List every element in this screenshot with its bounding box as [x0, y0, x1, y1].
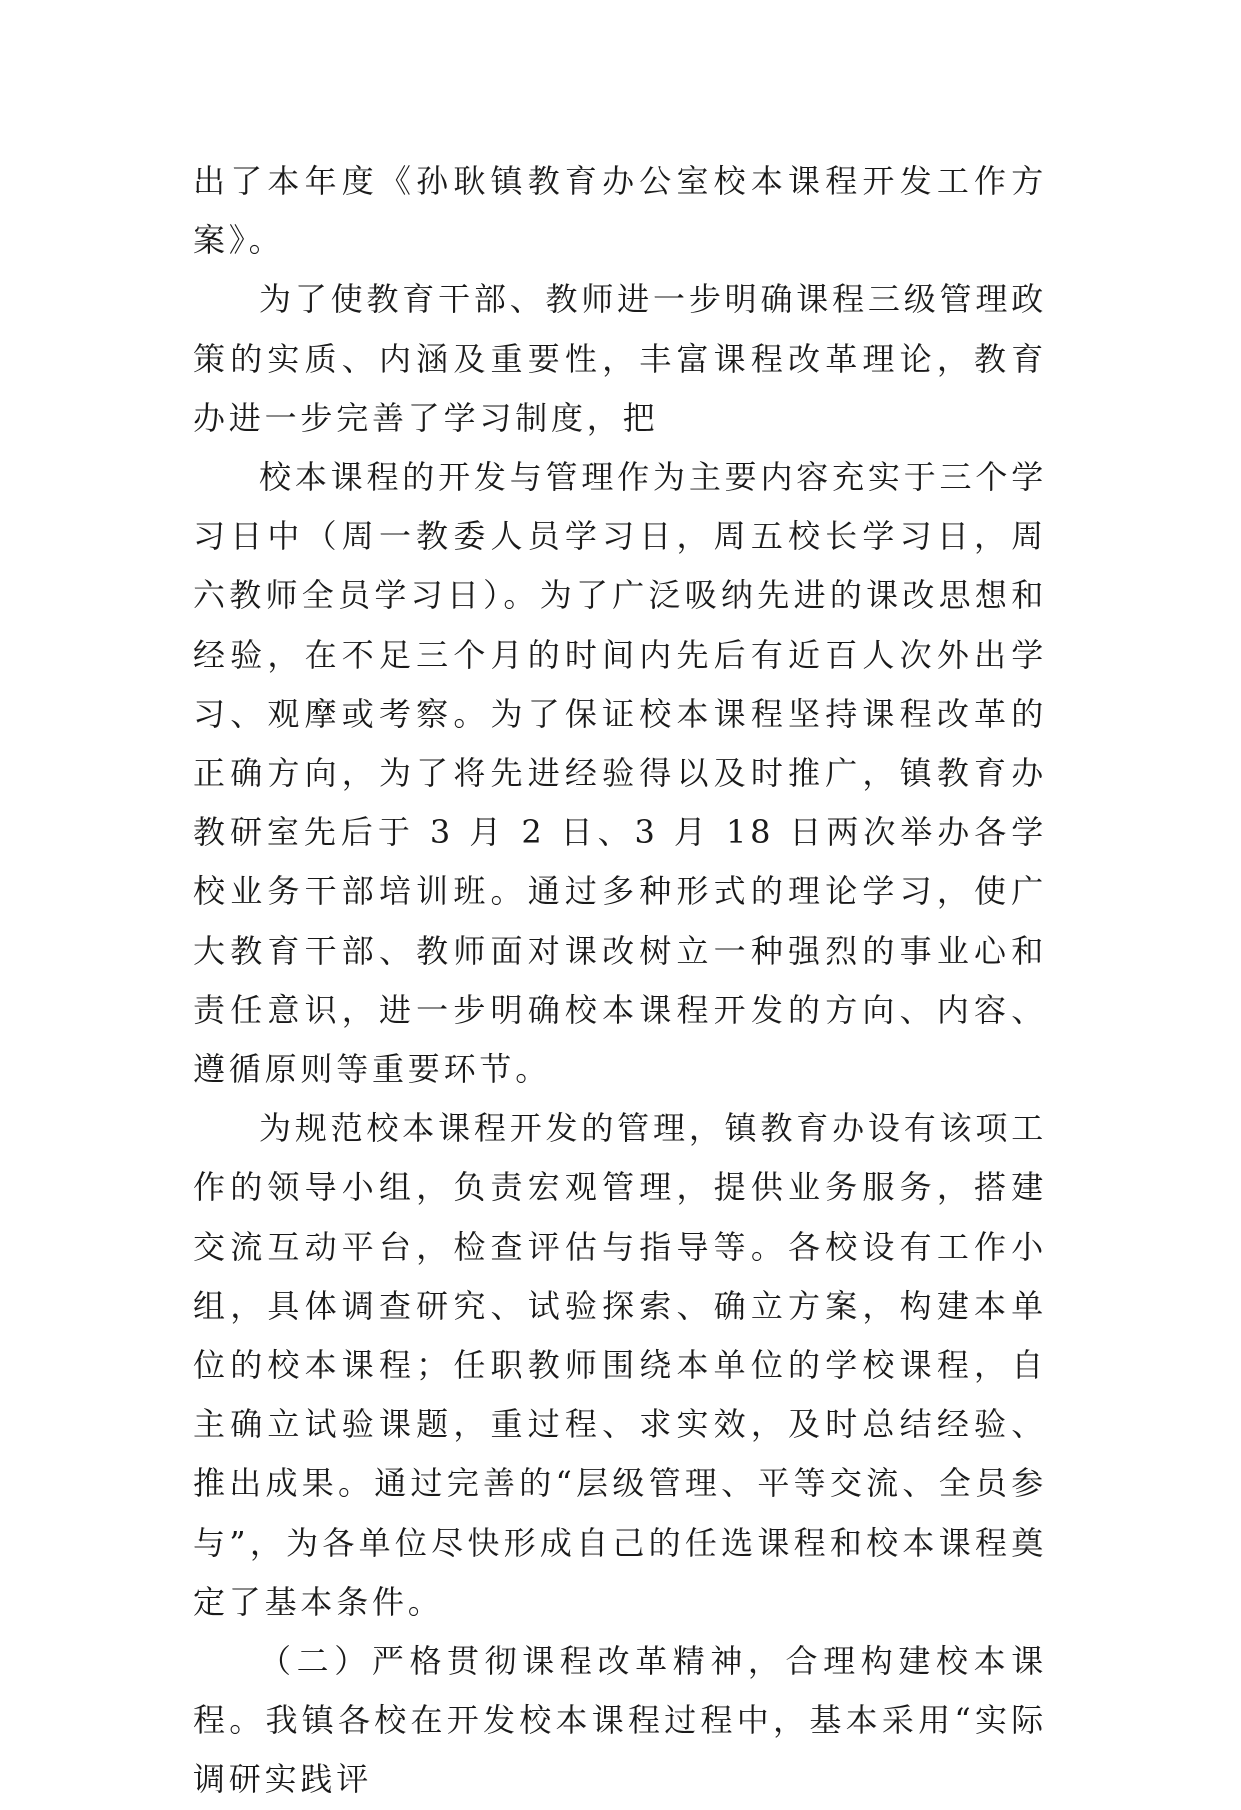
paragraph-3: 校本课程的开发与管理作为主要内容充实于三个学习日中（周一教委人员学习日，周五校长学习日，周六教师全员学习日）。为了广泛吸纳先进的课改思想和经验，在不足三个月的时间内先后有近百人次外出学习、观摩或考察。为了保证校本课程坚持课程改革的正确方向，为了将先进经验得以及时推广，镇教育办教研室先后于 3 月 2 日、3 月 18 日两次举办各学校业务干部培训班。通过多种形式的理论学习，使广大教育干部、教师面对课改树立一种强烈的事业心和责任意识，进一步明确校本课程开发的方向、内容、遵循原则等重要环节。	[193, 458, 1047, 1089]
paragraph-5: （二）严格贯彻课程改革精神，合理构建校本课程。我镇各校在开发校本课程过程中，基本采用“实际调研实践评	[193, 1642, 1047, 1799]
paragraph-1: 出了本年度《孙耿镇教育办公室校本课程开发工作方案》。	[193, 162, 1047, 260]
document-page	[193, 152, 1047, 1810]
paragraph-4: 为规范校本课程开发的管理，镇教育办设有该项工作的领导小组，负责宏观管理，提供业务服务，搭建交流互动平台，检查评估与指导等。各校设有工作小组，具体调查研究、试验探索、确立方案，构建本单位的校本课程；任职教师围绕本单位的学校课程，自主确立试验课题，重过程、求实效，及时总结经验、推出成果。通过完善的“层级管理、平等交流、全员参与”，为各单位尽快形成自己的任选课程和校本课程奠定了基本条件。	[193, 1109, 1047, 1621]
paragraph-2: 为了使教育干部、教师进一步明确课程三级管理政策的实质、内涵及重要性，丰富课程改革理论，教育办进一步完善了学习制度，把	[193, 280, 1047, 437]
